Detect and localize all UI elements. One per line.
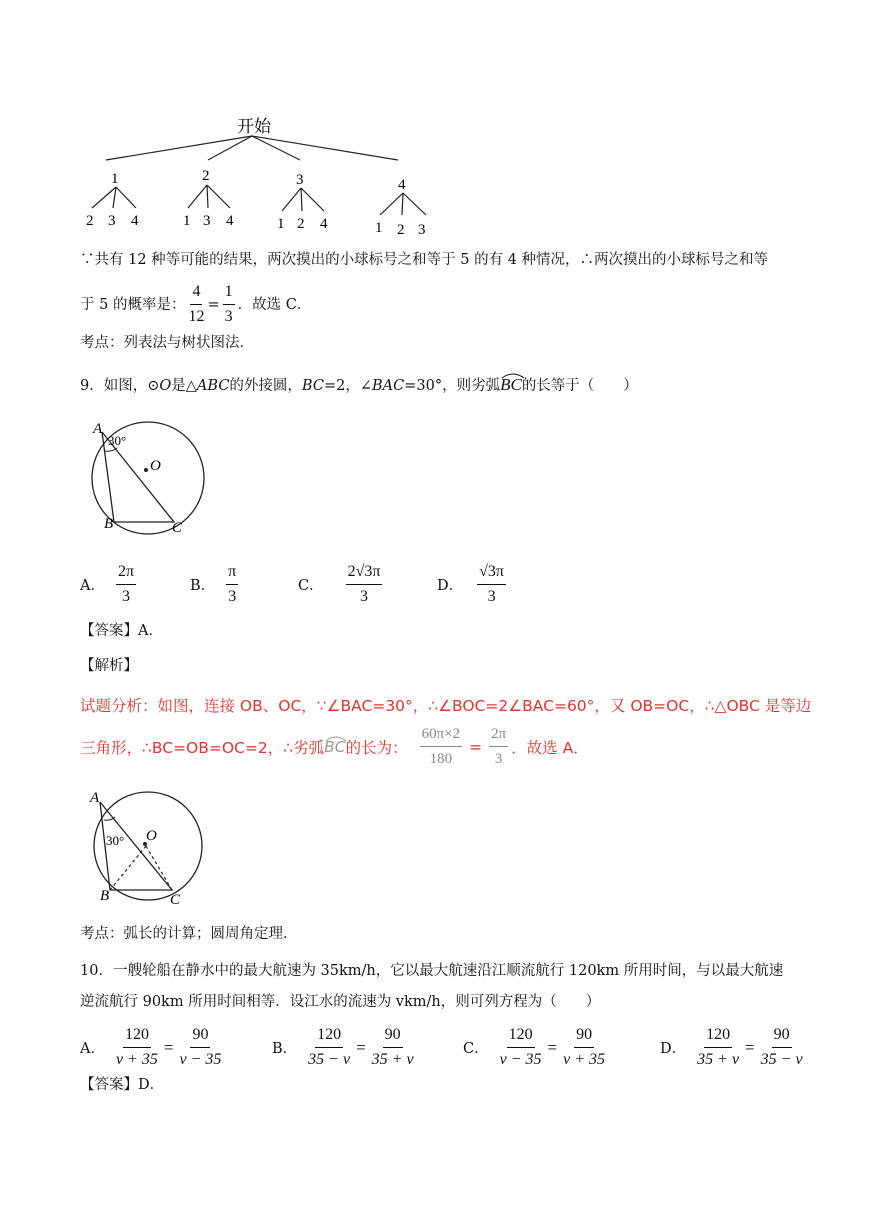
stem-text: =2，∠: [323, 378, 372, 394]
fraction-denominator: 35 − v: [308, 1051, 351, 1068]
equals-sign: =: [207, 296, 220, 313]
fraction-denominator: 3: [122, 588, 131, 605]
tree-branch-2: 2: [202, 168, 210, 184]
tree-branch-1: 1: [111, 171, 119, 187]
q8-line1: ∵共有 12 种等可能的结果，两次摸出的小球标号之和等于 5 的有 4 种情况，∴两次摸出的小球标号之和等: [80, 252, 769, 268]
q10-option-b: [272, 1025, 417, 1070]
q10-line1: 10．一艘轮船在静水中的最大航速为 35km/h，它以最大航速沿江顺流航行 120km 所用时间，与以最大航速: [80, 963, 784, 979]
q9-analysis-title: 【解析】: [80, 658, 138, 674]
q8-kaodian: 考点：列表法与树状图法．: [80, 335, 254, 351]
label-a: A: [93, 421, 103, 437]
fraction-denominator: 180: [429, 751, 453, 767]
label-o: O: [150, 458, 161, 474]
fraction-numerator: 90: [383, 1025, 403, 1048]
equals-sign: =: [356, 1037, 366, 1057]
tree-root-label: 开始: [237, 117, 271, 136]
q8-line2-prefix: 于 5 的概率是：: [80, 296, 186, 313]
tree-leaf: 1: [277, 216, 285, 232]
equation-fraction: [116, 1025, 158, 1070]
equation-fraction: [761, 1025, 803, 1070]
q9-option-b: [190, 562, 241, 607]
equation-fraction: [697, 1025, 739, 1070]
q9-stem: [80, 375, 638, 396]
q8-line2: [80, 282, 311, 327]
fraction-numerator: 2π: [489, 724, 508, 747]
tree-diagram: [80, 110, 440, 240]
analysis-fraction-2: [489, 724, 508, 769]
q8-fraction-2: [223, 282, 235, 327]
fraction-numerator: π: [226, 562, 238, 585]
q9-answer: 【答案】A．: [80, 623, 163, 639]
fraction-numerator: 120: [704, 1025, 732, 1048]
q10-option-d: [660, 1025, 806, 1070]
fraction-denominator: 3: [228, 588, 237, 605]
option-letter: A．: [80, 578, 105, 594]
fraction-denominator: 35 − v: [760, 1051, 803, 1068]
fraction-denominator: 3: [487, 588, 496, 605]
fraction-numerator: 2π: [116, 562, 136, 585]
equation-fraction: [372, 1025, 414, 1070]
option-equation: [694, 1025, 805, 1070]
q8-line2-suffix: ．故选 C．: [237, 296, 312, 313]
tree-leaf: 2: [397, 222, 405, 238]
stem-text: =30°，则劣弧: [404, 378, 501, 394]
analysis-text: 的长为：: [345, 738, 408, 757]
fraction-denominator: v + 35: [115, 1051, 158, 1068]
fraction-numerator: √3π: [477, 562, 506, 585]
tree-branch-3: 3: [296, 172, 304, 188]
q9-option-a: [80, 562, 139, 607]
label-a: A: [90, 790, 100, 806]
tree-leaf: 3: [203, 213, 211, 229]
analysis-arc-bc: [324, 738, 345, 756]
tree-leaf: 3: [418, 222, 426, 238]
stem-text: 是△: [171, 378, 197, 394]
analysis-fraction-1: [420, 724, 463, 769]
label-o: O: [146, 828, 157, 844]
tree-leaf: 2: [297, 216, 305, 232]
label-c: C: [170, 892, 181, 908]
q10-answer: 【答案】D．: [80, 1077, 165, 1093]
q9-kaodian: 考点：弧长的计算；圆周角定理．: [80, 926, 298, 942]
equation-fraction: [563, 1025, 605, 1070]
q9-analysis-figure: [88, 790, 218, 910]
option-fraction: [477, 562, 506, 607]
fraction-numerator: 120: [507, 1025, 535, 1048]
option-fraction: [116, 562, 136, 607]
q9-option-d: [437, 562, 509, 607]
fraction-numerator: 120: [123, 1025, 151, 1048]
option-equation: [305, 1025, 416, 1070]
equation-fraction: [308, 1025, 350, 1070]
arc-label: BC: [324, 737, 346, 756]
option-letter: C．: [463, 1041, 489, 1057]
equals-sign: =: [469, 737, 483, 756]
fraction-denominator: v − 35: [499, 1051, 542, 1068]
fraction-denominator: 35 + v: [371, 1051, 414, 1068]
stem-text: 9．如图，⊙: [80, 378, 160, 394]
fraction-denominator: v − 35: [179, 1051, 222, 1068]
fraction-numerator: 4: [190, 282, 202, 305]
option-letter: B．: [190, 578, 216, 594]
tree-leaf: 1: [183, 213, 191, 229]
tree-branch-4: 4: [398, 177, 406, 193]
q10-option-a: [80, 1025, 224, 1070]
fraction-denominator: 3: [224, 308, 233, 325]
q9-circle-figure: [88, 418, 218, 538]
tree-leaf: 4: [131, 213, 139, 229]
fraction-numerator: 2√3π: [346, 562, 383, 585]
analysis-text: 三角形，∴BC=OB=OC=2，∴劣弧: [80, 738, 325, 757]
q9-analysis-line2: [80, 724, 589, 769]
tree-leaf: 3: [108, 213, 116, 229]
fraction-denominator: 3: [494, 751, 503, 767]
arc-bc: [500, 375, 522, 395]
equals-sign: =: [163, 1037, 174, 1057]
stem-var: BAC: [371, 378, 405, 394]
tree-leaf: 4: [320, 216, 328, 232]
tree-leaf: 2: [86, 213, 94, 229]
option-letter: D．: [437, 578, 464, 594]
stem-var: ABC: [196, 378, 230, 394]
stem-text: 的长等于（ ）: [521, 378, 638, 394]
q10-line2: 逆流航行 90km 所用时间相等．设江水的流速为 vkm/h，则可列方程为（ ）: [80, 994, 601, 1010]
label-b: B: [104, 516, 114, 532]
q10-option-c: [463, 1025, 608, 1070]
fraction-numerator: 120: [315, 1025, 343, 1048]
label-b: B: [100, 888, 110, 904]
label-angle: 30°: [108, 433, 127, 448]
fraction-numerator: 90: [190, 1025, 210, 1048]
equals-sign: =: [745, 1037, 755, 1057]
option-letter: C．: [298, 578, 324, 594]
fraction-denominator: 3: [360, 588, 369, 605]
option-equation: [113, 1025, 224, 1070]
stem-var: O: [159, 378, 172, 394]
tree-leaf: 1: [375, 220, 383, 236]
fraction-denominator: 35 + v: [697, 1051, 740, 1068]
stem-text: 的外接圆，: [229, 378, 302, 394]
fraction-denominator: 12: [188, 308, 205, 325]
arc-label: BC: [500, 375, 522, 394]
option-letter: A．: [80, 1041, 105, 1057]
equation-fraction: [179, 1025, 221, 1070]
analysis-text: ．故选 A．: [511, 738, 589, 757]
option-letter: B．: [272, 1041, 298, 1057]
fraction-numerator: 1: [223, 282, 235, 305]
option-letter: D．: [660, 1041, 687, 1057]
option-equation: [497, 1025, 608, 1070]
label-angle: 30°: [106, 833, 125, 848]
fraction-numerator: 90: [772, 1025, 792, 1048]
q9-analysis-line1: 试题分析：如图，连接 OB、OC，∵∠BAC=30°，∴∠BOC=2∠BAC=60°，又 OB=OC，∴△OBC 是等边: [80, 697, 812, 715]
equation-fraction: [500, 1025, 542, 1070]
equals-sign: =: [547, 1037, 558, 1057]
option-fraction: [346, 562, 383, 607]
q9-option-c: [298, 562, 385, 607]
fraction-denominator: v + 35: [563, 1051, 606, 1068]
fraction-numerator: 90: [574, 1025, 594, 1048]
label-c: C: [172, 520, 183, 536]
tree-leaf: 4: [226, 213, 234, 229]
fraction-numerator: 60π×2: [420, 724, 463, 747]
stem-var: BC: [301, 378, 324, 394]
option-fraction: [226, 562, 238, 607]
q8-fraction-1: [188, 282, 204, 327]
